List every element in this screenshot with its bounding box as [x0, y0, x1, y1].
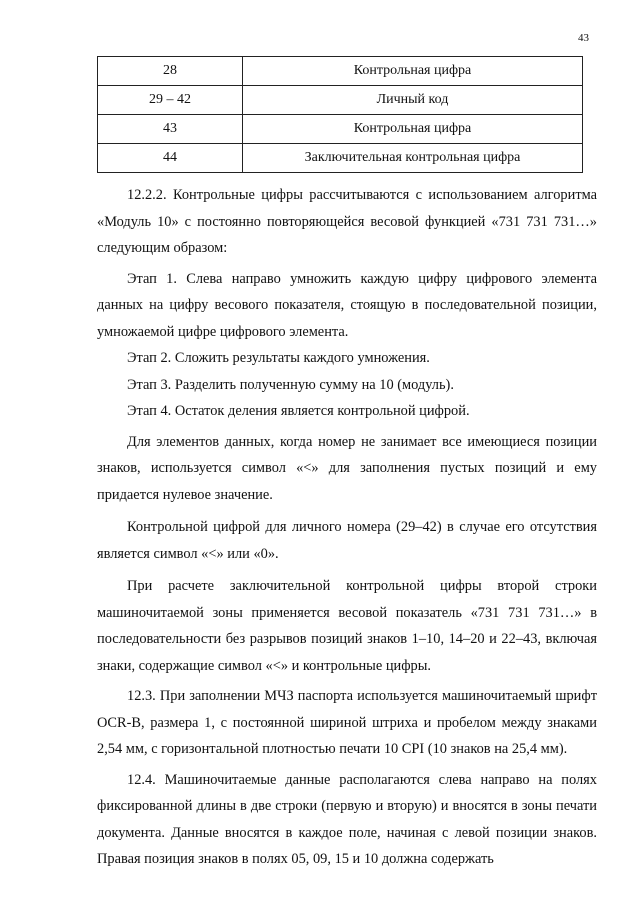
- paragraph-12-2-2: 12.2.2. Контрольные цифры рассчитываются с использованием алгоритма «Модуль 10» с постоянно повторяющейся весовой функцией «731 731 731…» следующим образом:: [97, 187, 597, 256]
- paragraph-12-3: 12.3. При заполнении МЧЗ паспорта используется машиночитаемый шрифт OCR-B, размера 1, с постоянной шириной штриха и пробелом между знаками 2,54 мм, с горизонтальной плотностью печати 10 CPI (10 знаков на 25,4 мм).: [97, 688, 597, 757]
- paragraph-step-4: Этап 4. Остаток деления является контрольной цифрой.: [127, 403, 470, 419]
- description-cell: Контрольная цифра: [243, 57, 583, 86]
- description-cell: Заключительная контрольная цифра: [243, 144, 583, 173]
- table-row: [98, 144, 583, 173]
- position-cell: 28: [98, 57, 243, 86]
- position-cell: 43: [98, 115, 243, 144]
- paragraph-final-check-digit: При расчете заключительной контрольной цифры второй строки машиночитаемой зоны применяется весовой показатель «731 731 731…» в последовательности без разрывов позиций знаков 1–10, 14–20 и 22–43, включая знаки, содержащие символ «<» и контрольные цифры.: [97, 578, 597, 674]
- page-number: 43: [578, 32, 589, 44]
- body-text: [97, 182, 597, 873]
- table-row: [98, 57, 583, 86]
- position-cell: 29 – 42: [98, 86, 243, 115]
- table-row: [98, 115, 583, 144]
- paragraph-personal-number-check-digit: Контрольной цифрой для личного номера (29–42) в случае его отсутствия является символ «<» или «0».: [97, 519, 597, 562]
- paragraph-step-3: Этап 3. Разделить полученную сумму на 10 (модуль).: [127, 376, 454, 393]
- mrz-position-table: [97, 56, 583, 173]
- table-row: [98, 86, 583, 115]
- paragraph-12-4: 12.4. Машиночитаемые данные располагаются слева направо на полях фиксированной длины в две строки (первую и вторую) и вносятся в зоны печати документа. Данные вносятся в каждое поле, начиная с левой позиции знаков. Правая позиция знаков в полях 05, 09, 15 и 10 должна содержать: [97, 771, 597, 867]
- paragraph-step-1: Этап 1. Слева направо умножить каждую цифру цифрового элемента данных на цифру весового показателя, стоящую в последовательной позиции, умножаемой цифре цифрового элемента.: [97, 270, 597, 340]
- position-cell: 44: [98, 144, 243, 173]
- paragraph-step-2: Этап 2. Сложить результаты каждого умножения.: [127, 350, 430, 366]
- paragraph-filler-symbol: Для элементов данных, когда номер не занимает все имеющиеся позиции знаков, используется символ «<» для заполнения пустых позиций и ему придается нулевое значение.: [97, 433, 597, 503]
- description-cell: Личный код: [243, 86, 583, 115]
- description-cell: Контрольная цифра: [243, 115, 583, 144]
